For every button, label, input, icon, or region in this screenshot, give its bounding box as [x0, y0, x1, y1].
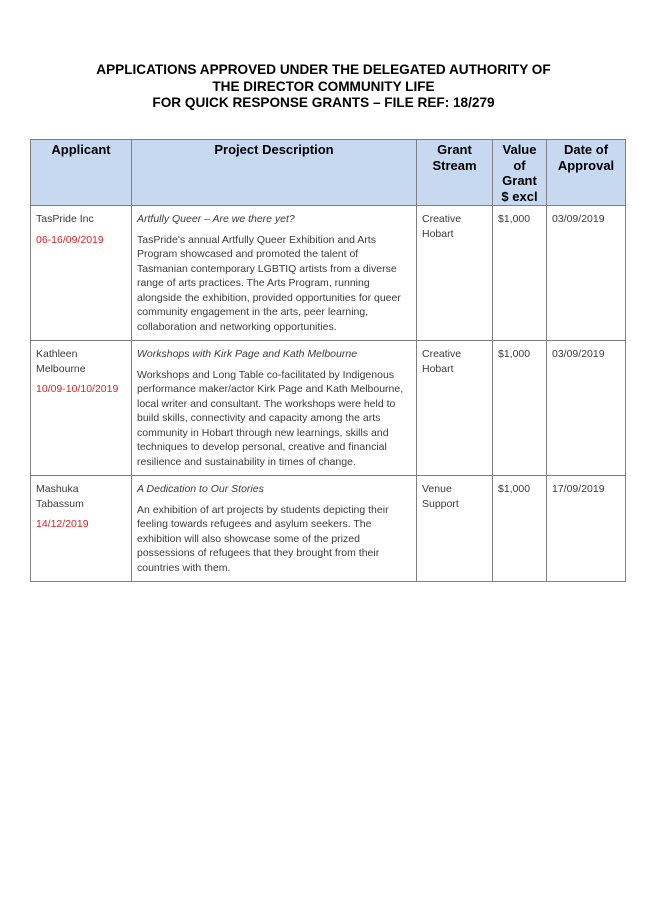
event-dates: 10/09-10/10/2019 — [36, 383, 119, 395]
project-title: A Dedication to Our Stories — [137, 483, 264, 495]
header-applicant: Applicant — [31, 140, 132, 206]
document-title — [30, 62, 617, 112]
table-header-row — [31, 140, 626, 206]
header-value-of-grant: Value of Grant $ excl — [493, 140, 547, 206]
project-title: Artfully Queer – Are we there yet? — [137, 213, 295, 225]
header-project-description: Project Description — [132, 140, 417, 206]
title-line-3: FOR QUICK RESPONSE GRANTS – FILE REF: 18/279 — [152, 95, 495, 110]
grant-value-cell: $1,000 — [493, 341, 547, 476]
project-description: An exhibition of art projects by students depicting their feeling towards refugees and asylum seekers. The exhibition will also showcase some of the prized possessions of refugees that they brought from their countries with them. — [137, 503, 389, 574]
grants-table — [30, 139, 626, 582]
grant-value-cell: $1,000 — [493, 476, 547, 582]
approval-date-cell: 03/09/2019 — [547, 206, 626, 341]
header-date-of-approval: Date of Approval — [547, 140, 626, 206]
header-grant-stream: Grant Stream — [417, 140, 493, 206]
event-dates: 14/12/2019 — [36, 518, 89, 530]
applicant-cell: Kathleen Melbourne 10/09-10/10/2019 — [31, 341, 132, 476]
applicant-cell: TasPride Inc 06-16/09/2019 — [31, 206, 132, 341]
grant-stream-cell: Venue Support — [417, 476, 493, 582]
table-row — [31, 476, 626, 582]
table-row — [31, 206, 626, 341]
project-cell — [132, 206, 417, 341]
event-dates: 06-16/09/2019 — [36, 233, 104, 246]
applicant-cell: Mashuka Tabassum 14/12/2019 — [31, 476, 132, 582]
project-title: Workshops with Kirk Page and Kath Melbourne — [137, 348, 358, 360]
title-line-1: APPLICATIONS APPROVED UNDER THE DELEGATED AUTHORITY OF — [96, 62, 551, 77]
project-description: Workshops and Long Table co-facilitated by Indigenous performance maker/actor Kirk Page and Kath Melbourne, local writer and consultant. The workshops were held to build skills, connectivity and capacity among the arts community in Hobart through new learnings, skills and techniques to develop personal, creative and financial resilience and sustainability in times of change. — [137, 368, 404, 468]
grant-stream-cell: Creative Hobart — [417, 206, 493, 341]
grant-value-cell: $1,000 — [493, 206, 547, 341]
project-cell — [132, 341, 417, 476]
approval-date-cell: 03/09/2019 — [547, 341, 626, 476]
grant-stream-cell: Creative Hobart — [417, 341, 493, 476]
title-line-2: THE DIRECTOR COMMUNITY LIFE — [212, 78, 435, 94]
project-description: TasPride's annual Artfully Queer Exhibition and Arts Program showcased and promoted the talent of Tasmanian contemporary LGBTIQ artists from a diverse range of arts practices. The Arts Program, running alongside the exhibition, provided opportunities for queer community engagement in the arts, peer learning, collaboration and networking opportunities. — [137, 233, 401, 333]
approval-date-cell: 17/09/2019 — [547, 476, 626, 582]
project-cell — [132, 476, 417, 582]
table-row — [31, 341, 626, 476]
